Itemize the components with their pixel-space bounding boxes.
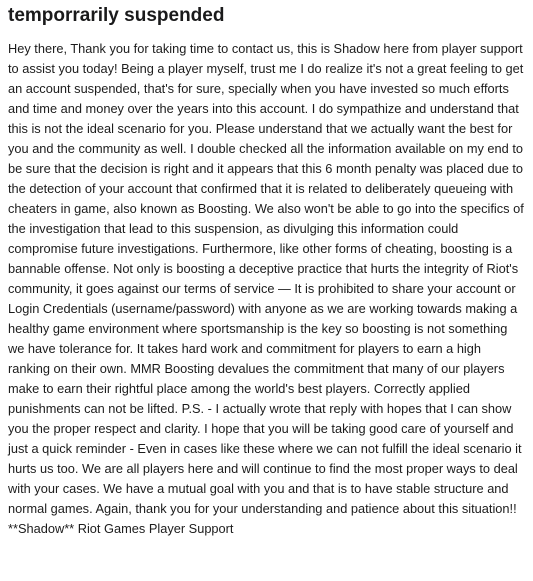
post-body: Hey there, Thank you for taking time to contact us, this is Shadow here from player support to assist you today! Being a player myself, trust me I do realize it's not a great feeling to get an account suspended, that's for sure, specially when you have invested so much efforts and time and money over the years into this account. I do sympathize and understand that this is not the ideal scenario for you. Please understand that we actually want the best for you and the community as well. I double checked all the information available on my end to be sure that the decision is right and it appears that this 6 month penalty was placed due to the detection of your account that confirmed that it is related to deliberately queueing with cheaters in game, also known as Boosting. We also won't be able to go into the specifics of the investigation that lead to this suspension, as divulging this information could compromise future investigations. Furthermore, like other forms of cheating, boosting is a bannable offense. Not only is boosting a deceptive practice that hurts the integrity of Riot's community, it goes against our terms of service — It is prohibited to share your account or Login Credentials (username/password) with anyone as we are working towards making a healthy game environment where sportsmanship is the key so boosting is not something we have tolerance for. It takes hard work and commitment for players to earn a high ranking on their own. MMR Boosting devalues the commitment that many of our players make to earn their rightful place among the world's best players. Correctly applied punishments can not be lifted. P.S. - I actually wrote that reply with hopes that I can show you the proper respect and clarity. I hope that you will be taking good care of yourself and just a quick reminder - Even in cases like these where we can not fulfill the ideal scenario it hurts us too. We are all players here and will continue to find the most proper ways to deal with your cases. We have a mutual goal with you and that is to have stable structure and normal games. Again, thank you for your understanding and patience about this situation!! **Shadow** Riot Games Player Support: [8, 41, 524, 536]
post-title: temporrarily suspended: [8, 5, 225, 26]
